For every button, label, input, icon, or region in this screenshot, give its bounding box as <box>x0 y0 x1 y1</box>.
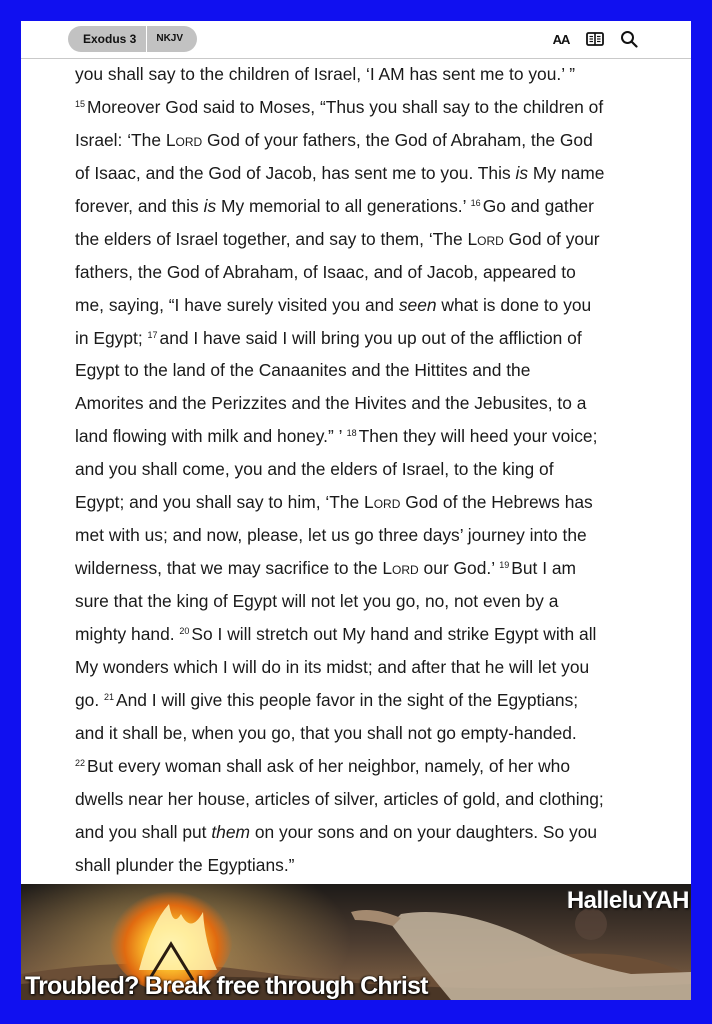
text-run: and you shall put <box>75 821 212 842</box>
verse-number: 17 <box>147 329 158 340</box>
text-run: and you shall come, you and the elders of Israel, to the king of <box>75 459 554 480</box>
toolbar-actions <box>551 29 639 49</box>
passage-selector <box>68 26 197 52</box>
scripture-line <box>75 223 645 256</box>
text-run: our God.’ <box>418 558 500 579</box>
text-run: But I am <box>511 558 577 579</box>
text-run: God of your fathers, the God of Abraham, the God <box>202 129 593 150</box>
scripture-line <box>75 684 645 717</box>
scripture-line <box>75 750 645 783</box>
verse-number: 18 <box>346 428 357 439</box>
scripture-line <box>75 618 645 651</box>
verse-number: 16 <box>470 197 481 208</box>
scripture-line <box>75 322 645 355</box>
text-run: mighty hand. <box>75 623 180 644</box>
italic-word: is <box>203 195 217 216</box>
italic-word: is <box>515 162 529 183</box>
text-run: wilderness, that we may sacrifice to the <box>75 558 383 579</box>
parallel-view-button[interactable] <box>585 29 605 49</box>
reader-page <box>21 21 691 1000</box>
text-run: of Isaac, and the God of Jacob, has sent me to you. This <box>75 162 516 183</box>
text-run: But every woman shall ask of her neighbor, namely, of her who <box>87 755 571 776</box>
text-run: Go and gather <box>482 195 594 216</box>
verse-number: 15 <box>75 98 86 109</box>
text-run: Amorites and the Perizzites and the Hivites and the Jebusites, to a <box>75 393 587 414</box>
font-size-icon: AA <box>552 31 570 47</box>
search-button[interactable] <box>619 29 639 49</box>
scripture-line <box>75 289 645 322</box>
scripture-line <box>75 552 645 585</box>
text-run: And I will give this people favor in the sight of the Egyptians; <box>116 689 579 710</box>
text-run: land flowing with milk and honey.” ’ <box>75 426 347 447</box>
text-run: you shall say to the children of Israel, ‘I AM has sent me to you.’ ” <box>75 64 576 84</box>
divine-name: Lord <box>165 129 203 150</box>
book-chapter-button[interactable]: Exodus 3 <box>68 26 147 52</box>
halleluyah-text: HalleluYAH <box>566 887 689 914</box>
scripture-line <box>75 157 645 190</box>
scripture-line <box>75 486 645 519</box>
text-run: me, saying, “I have surely visited you and <box>75 294 399 315</box>
font-size-button[interactable] <box>551 29 571 49</box>
scripture-line <box>75 387 645 420</box>
text-run: Egypt; and you shall say to him, ‘The <box>75 492 365 513</box>
text-run: and I have said I will bring you up out of the affliction of <box>159 327 582 348</box>
scripture-line <box>75 849 645 882</box>
text-run: forever, and this <box>75 195 204 216</box>
text-run: Egypt to the land of the Canaanites and the Hittites and the <box>75 360 531 381</box>
version-button[interactable]: NKJV <box>156 33 184 44</box>
text-run: My name <box>528 162 605 183</box>
banner-caption: Troubled? Break free through Christ <box>25 972 428 1000</box>
text-run: shall plunder the Egyptians.” <box>75 854 295 875</box>
scripture-line <box>75 816 645 849</box>
italic-word: seen <box>398 294 437 315</box>
scripture-line <box>75 190 645 223</box>
text-run: the elders of Israel together, and say to them, ‘The <box>75 228 468 249</box>
text-run: what is done to you <box>436 294 592 315</box>
text-run: met with us; and now, please, let us go three days’ journey into the <box>75 525 587 546</box>
promo-banner <box>21 884 691 1000</box>
text-run: in Egypt; <box>75 327 148 348</box>
scripture-line <box>75 91 645 124</box>
text-run: and it shall be, when you go, that you shall not go empty-handed. <box>75 722 577 743</box>
verse-number: 19 <box>499 560 510 571</box>
scripture-line <box>75 453 645 486</box>
scripture-line <box>75 519 645 552</box>
reader-toolbar <box>21 21 691 59</box>
text-run: God of the Hebrews has <box>400 492 593 513</box>
text-run: My memorial to all generations.’ <box>216 195 471 216</box>
text-run: So I will stretch out My hand and strike Egypt with all <box>191 623 597 644</box>
scripture-line <box>75 783 645 816</box>
divine-name: Lord <box>364 492 401 513</box>
verse-number: 21 <box>104 691 115 702</box>
text-run: go. <box>75 689 105 710</box>
text-run: sure that the king of Egypt will not let you go, no, not even by a <box>75 591 559 611</box>
italic-word: them <box>211 821 250 842</box>
text-run: Then they will heed your voice; <box>358 426 598 447</box>
verse-number: 22 <box>75 757 86 768</box>
scripture-line <box>75 651 645 684</box>
verse-number: 20 <box>179 625 190 636</box>
text-run: dwells near her house, articles of silver, articles of gold, and clothing; <box>75 788 604 809</box>
book-icon <box>586 32 604 46</box>
scripture-line <box>75 124 645 157</box>
scripture-line <box>75 420 645 453</box>
scripture-line <box>75 717 645 750</box>
scripture-line <box>75 256 645 289</box>
scripture-line <box>75 354 645 387</box>
divine-name: Lord <box>382 558 419 579</box>
text-run: Israel: ‘The <box>75 129 166 150</box>
search-icon <box>620 30 638 48</box>
divine-name: Lord <box>467 228 504 249</box>
text-run: on your sons and on your daughters. So you <box>250 821 598 842</box>
scripture-line <box>75 585 645 618</box>
scripture-text <box>75 58 645 881</box>
text-run: Moreover God said to Moses, “Thus you shall say to the children of <box>87 96 604 117</box>
scripture-line <box>75 58 645 91</box>
text-run: God of your <box>503 228 600 249</box>
text-run: My wonders which I will do in its midst; and after that he will let you <box>75 656 590 677</box>
text-run: fathers, the God of Abraham, of Isaac, and of Jacob, appeared to <box>75 261 576 282</box>
